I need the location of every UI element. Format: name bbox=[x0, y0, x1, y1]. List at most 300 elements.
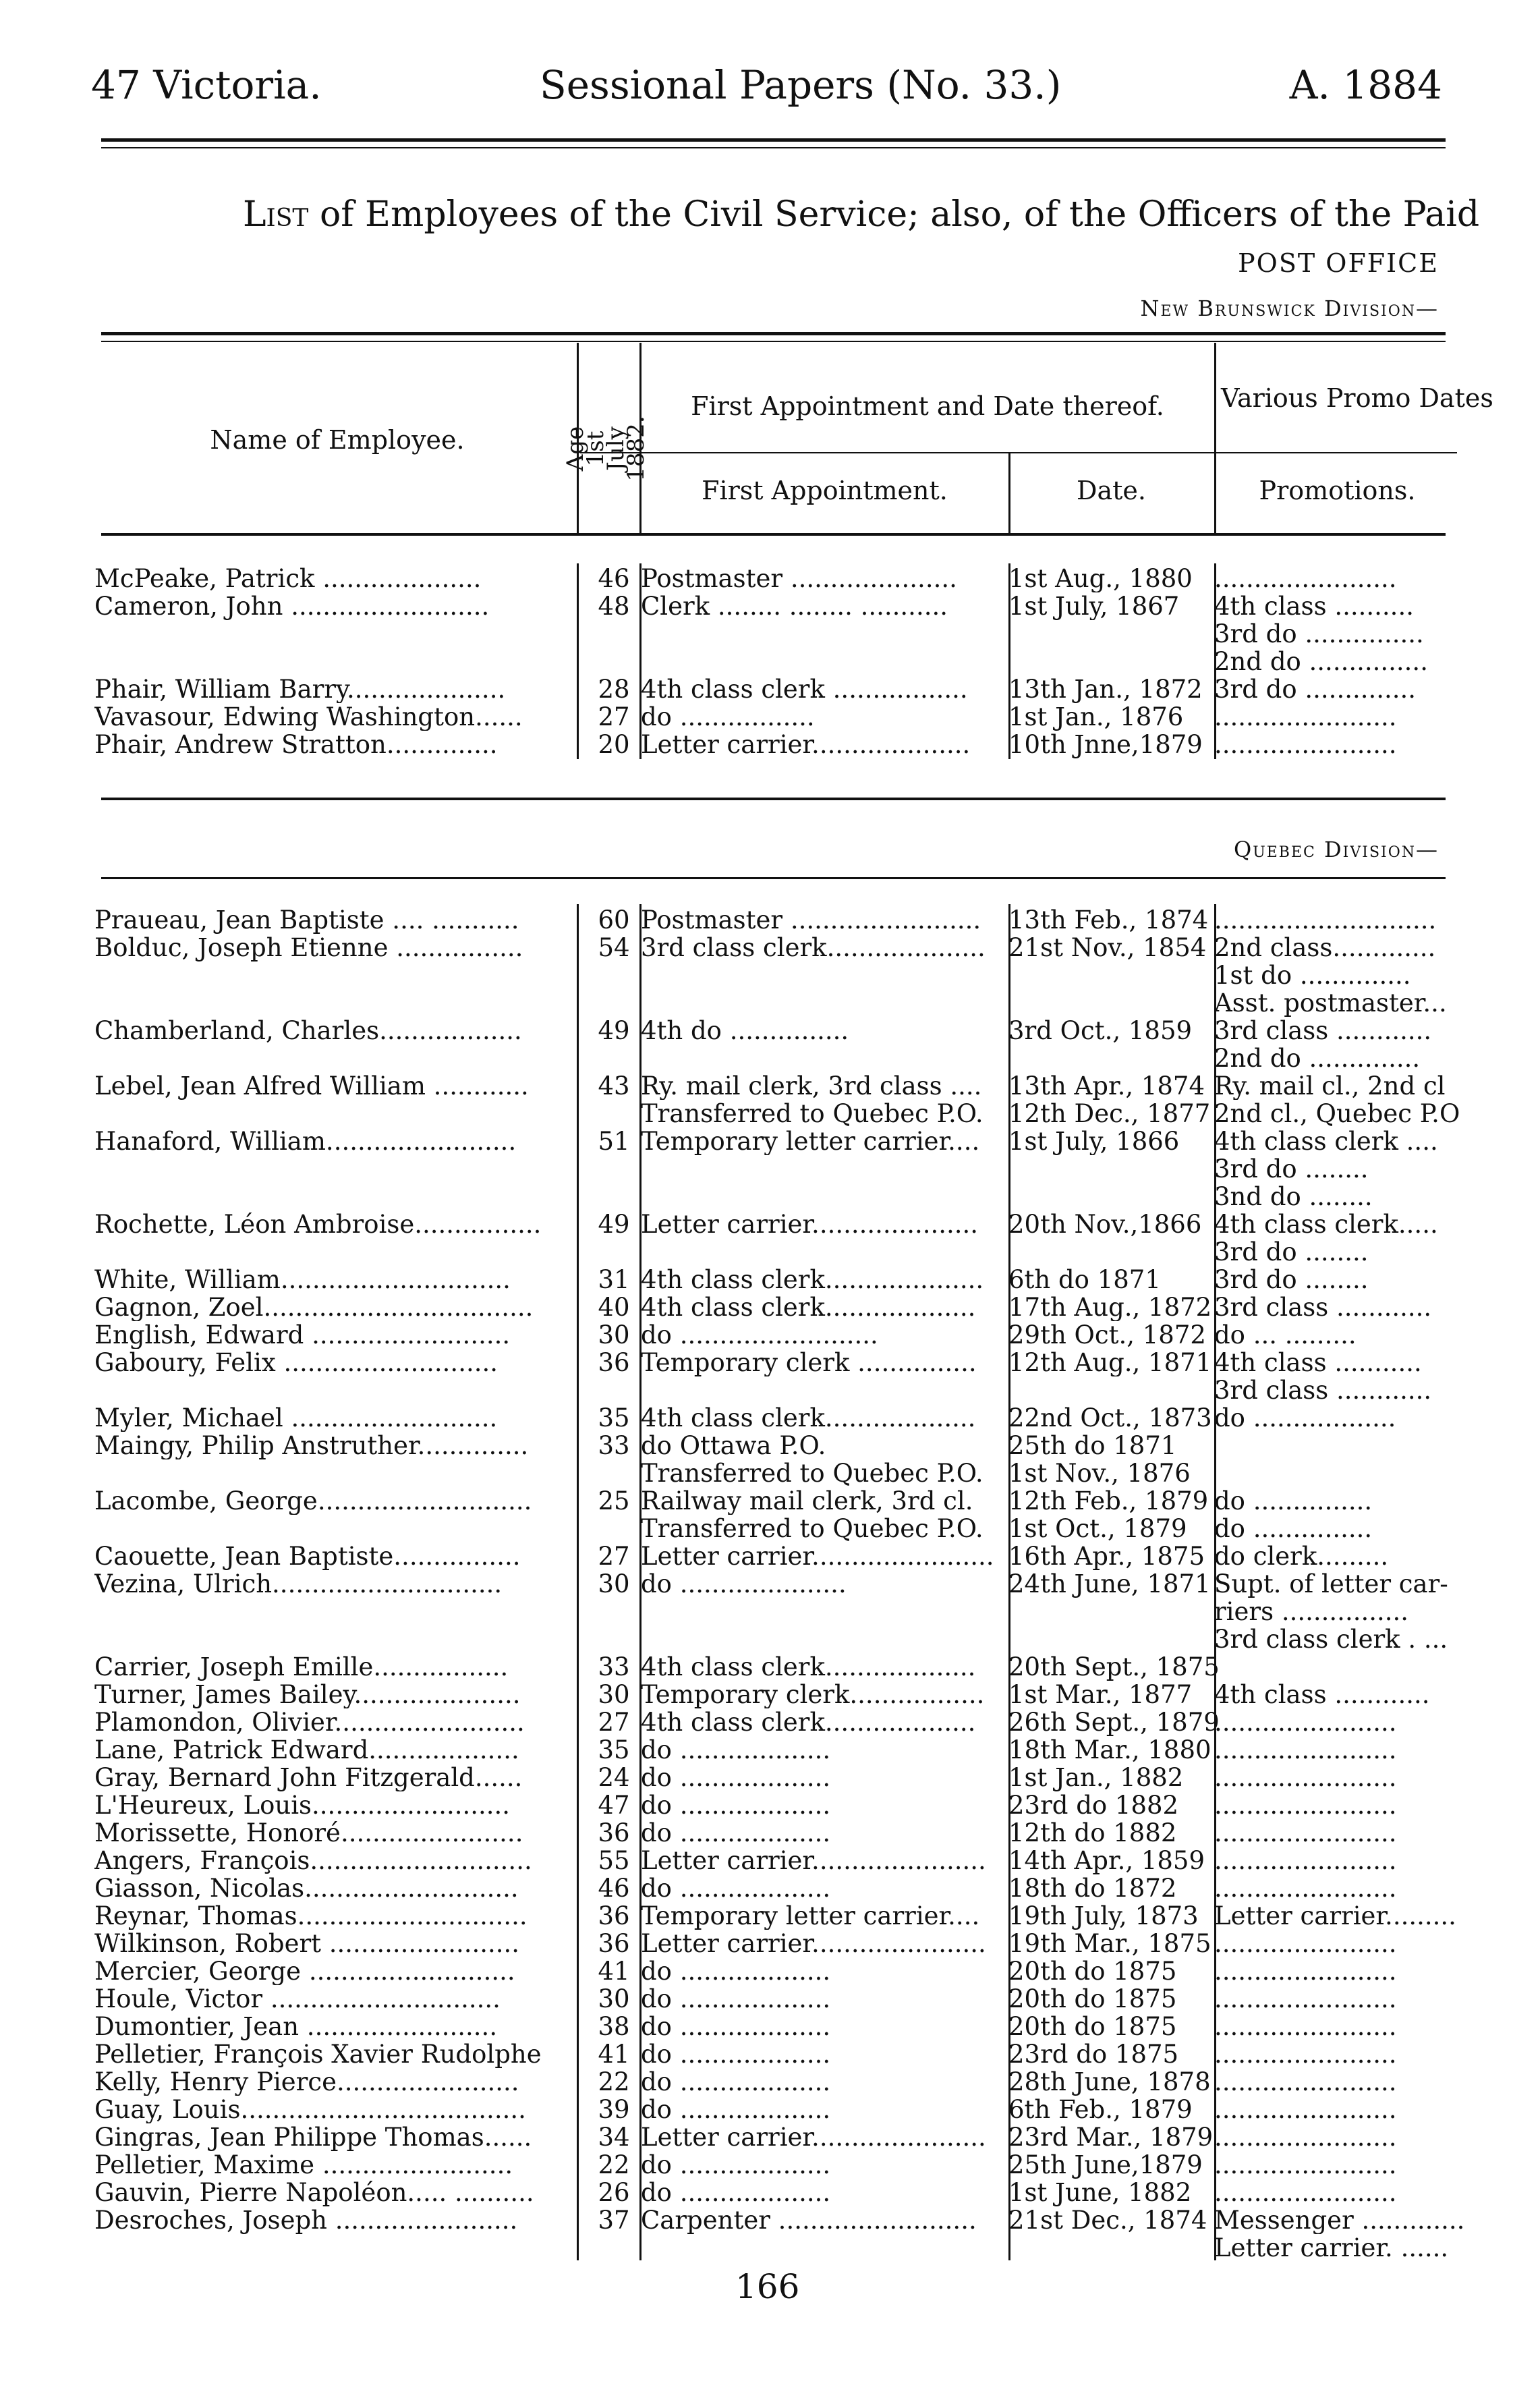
appointment-date: 23rd Mar., 1879 bbox=[1008, 2123, 1214, 2151]
employee-name: Chamberland, Charles.................. bbox=[94, 1017, 522, 1044]
table-row bbox=[94, 2013, 1457, 2040]
table-row bbox=[94, 2179, 1457, 2206]
employee-name: Giasson, Nicolas........................... bbox=[94, 1874, 519, 1902]
table-row bbox=[94, 731, 1457, 758]
promotion: Letter carrier......... bbox=[1214, 1902, 1456, 1930]
employee-age: 46 bbox=[598, 1874, 630, 1903]
employee-name: Caouette, Jean Baptiste................ bbox=[94, 1542, 521, 1570]
first-appointment: Postmaster ..................... bbox=[641, 565, 957, 592]
first-appointment: 4th do ............... bbox=[641, 1017, 849, 1044]
employee-age: 55 bbox=[598, 1846, 630, 1875]
employee-age: 33 bbox=[598, 1431, 630, 1460]
employee-age: 28 bbox=[598, 675, 630, 704]
first-appointment: 4th class clerk................... bbox=[641, 1708, 976, 1736]
table-row bbox=[94, 1349, 1457, 1376]
header-vline-4 bbox=[1214, 343, 1216, 535]
employee-age: 54 bbox=[598, 933, 630, 962]
appointment-date: 17th Aug., 1872 bbox=[1008, 1293, 1212, 1321]
table-row bbox=[94, 1957, 1457, 1985]
post-office-label: POST OFFICE bbox=[1238, 248, 1439, 278]
employee-age: 31 bbox=[598, 1265, 630, 1294]
employee-name: Kelly, Henry Pierce....................... bbox=[94, 2068, 519, 2096]
appointment-date: 21st Nov., 1854 bbox=[1008, 934, 1207, 961]
subheader-rule bbox=[580, 452, 1457, 453]
header-center: Sessional Papers (No. 33.) bbox=[540, 62, 1062, 108]
appointment-date: 16th Apr., 1875 bbox=[1008, 1542, 1205, 1570]
appointment-date: 1st Jan., 1876 bbox=[1008, 703, 1184, 731]
appointment-date: 6th Feb., 1879 bbox=[1008, 2096, 1193, 2123]
first-appointment: Transferred to Quebec P.O. bbox=[641, 1100, 983, 1127]
appointment-date: 20th Nov.,1866 bbox=[1008, 1210, 1202, 1238]
employee-name: Praueau, Jean Baptiste .... ........... bbox=[94, 906, 519, 934]
employee-name: Vezina, Ulrich............................. bbox=[94, 1570, 503, 1598]
first-appointment: do ................... bbox=[641, 2068, 831, 2096]
appointment-date: 1st Mar., 1877 bbox=[1008, 1681, 1193, 1708]
employee-name: Gray, Bernard John Fitzgerald...... bbox=[94, 1764, 523, 1791]
header-left: 47 Victoria. bbox=[91, 62, 322, 108]
promotion: 2nd cl., Quebec P.O bbox=[1214, 1100, 1460, 1127]
table-row bbox=[94, 2068, 1457, 2096]
promotion: 4th class clerk..... bbox=[1214, 1210, 1438, 1238]
promotion: Supt. of letter car- bbox=[1214, 1570, 1448, 1598]
first-appointment: do ................. bbox=[641, 703, 815, 731]
appointment-date: 28th June, 1878 bbox=[1008, 2068, 1211, 2096]
employee-age: 43 bbox=[598, 1071, 630, 1100]
appointment-date: 18th do 1872 bbox=[1008, 1874, 1177, 1902]
first-appointment: do ................... bbox=[641, 1874, 831, 1902]
employee-name: Myler, Michael .......................... bbox=[94, 1404, 498, 1432]
table-row bbox=[94, 1736, 1457, 1764]
table-row bbox=[94, 1017, 1457, 1044]
employee-name: Gaboury, Felix ........................... bbox=[94, 1349, 498, 1376]
promotion: ....................... bbox=[1214, 1985, 1397, 2013]
employee-name: Reynar, Thomas............................. bbox=[94, 1902, 527, 1930]
table-caption bbox=[243, 194, 1479, 235]
table-row bbox=[94, 620, 1457, 648]
appointment-date: 14th Apr., 1859 bbox=[1008, 1847, 1205, 1874]
appointment-date: 12th Dec., 1877 bbox=[1008, 1100, 1211, 1127]
first-appointment: do ................... bbox=[641, 2013, 831, 2040]
qc-section-rule bbox=[101, 877, 1446, 879]
employee-name: Lacombe, George........................... bbox=[94, 1487, 532, 1515]
promotion: 4th class clerk .... bbox=[1214, 1127, 1438, 1155]
promotion: 3rd do ........ bbox=[1214, 1266, 1369, 1293]
employee-age: 30 bbox=[598, 1320, 630, 1349]
first-appointment: do ................... bbox=[641, 2179, 831, 2206]
promotion: 3rd do ........ bbox=[1214, 1155, 1369, 1183]
header-rule bbox=[101, 138, 1446, 142]
first-appointment: do ................... bbox=[641, 1736, 831, 1764]
col-header-promotions: Promotions. bbox=[1259, 476, 1416, 505]
table-row bbox=[94, 1100, 1460, 1127]
first-appointment: Ry. mail clerk, 3rd class .... bbox=[641, 1072, 982, 1100]
employee-name: Phair, Andrew Stratton.............. bbox=[94, 731, 498, 758]
caption-lead: List bbox=[243, 194, 309, 235]
header-right: A. 1884 bbox=[1289, 62, 1442, 108]
promotion: 2nd class............. bbox=[1214, 934, 1436, 961]
employee-name: Dumontier, Jean ........................ bbox=[94, 2013, 498, 2040]
promotion: riers ................ bbox=[1214, 1598, 1409, 1625]
promotion: do ... ......... bbox=[1214, 1321, 1357, 1349]
employee-age: 27 bbox=[598, 702, 630, 731]
employee-age: 22 bbox=[598, 2150, 630, 2179]
first-appointment: Letter carrier...................... bbox=[641, 1930, 986, 1957]
employee-age: 47 bbox=[598, 1791, 630, 1820]
table-row bbox=[94, 2040, 1457, 2068]
promotion: do ............... bbox=[1214, 1487, 1373, 1515]
first-appointment: Letter carrier..................... bbox=[641, 1210, 979, 1238]
appointment-date: 1st June, 1882 bbox=[1008, 2179, 1192, 2206]
promotion: 3rd class ............ bbox=[1214, 1376, 1432, 1404]
promotion: ....................... bbox=[1214, 1874, 1397, 1902]
promotion: ............................ bbox=[1214, 906, 1437, 934]
table-row bbox=[94, 1819, 1457, 1847]
employee-age: 20 bbox=[598, 730, 630, 759]
promotion: do ............... bbox=[1214, 1515, 1373, 1542]
first-appointment: Carpenter ......................... bbox=[641, 2206, 977, 2234]
employee-age: 60 bbox=[598, 905, 630, 935]
table-row bbox=[94, 565, 1457, 592]
promotion: ....................... bbox=[1214, 565, 1397, 592]
employee-age: 22 bbox=[598, 2067, 630, 2096]
promotion: ....................... bbox=[1214, 2013, 1397, 2040]
col-header-various-group: Various Promo Dates bbox=[1221, 383, 1493, 413]
employee-name: Pelletier, Maxime ........................ bbox=[94, 2151, 513, 2179]
appointment-date: 29th Oct., 1872 bbox=[1008, 1321, 1206, 1349]
first-appointment: Transferred to Quebec P.O. bbox=[641, 1459, 983, 1487]
promotion: ....................... bbox=[1214, 731, 1397, 758]
promotion: 3nd do ........ bbox=[1214, 1183, 1373, 1210]
first-appointment: 4th class clerk.................... bbox=[641, 1266, 984, 1293]
appointment-date: 13th Feb., 1874 bbox=[1008, 906, 1209, 934]
table-row bbox=[94, 906, 1457, 934]
employee-age: 35 bbox=[598, 1735, 630, 1764]
first-appointment: Letter carrier...................... bbox=[641, 2123, 986, 2151]
promotion: 3rd do ........ bbox=[1214, 1238, 1369, 1266]
employee-age: 26 bbox=[598, 2178, 630, 2207]
caption-text: of Employees of the Civil Service; also, of the Officers of the Paid bbox=[319, 194, 1480, 235]
first-appointment: 4th class clerk................... bbox=[641, 1653, 976, 1681]
promotion: Letter carrier. ...... bbox=[1214, 2234, 1449, 2262]
col-header-name: Name of Employee. bbox=[210, 425, 465, 455]
col-header-first-appointment: First Appointment. bbox=[702, 476, 948, 505]
table-row bbox=[94, 1570, 1457, 1598]
table-row bbox=[94, 1791, 1457, 1819]
appointment-date: 20th do 1875 bbox=[1008, 1985, 1177, 2013]
promotion: ....................... bbox=[1214, 1930, 1397, 1957]
employee-age: 36 bbox=[598, 1901, 630, 1930]
table-row bbox=[94, 1515, 1457, 1542]
promotion: do .................. bbox=[1214, 1404, 1396, 1432]
table-row bbox=[94, 1985, 1457, 2013]
table-row bbox=[94, 2096, 1457, 2123]
promotion: ....................... bbox=[1214, 703, 1397, 731]
first-appointment: do ................... bbox=[641, 1957, 831, 1985]
employee-name: Desroches, Joseph ....................... bbox=[94, 2206, 518, 2234]
appointment-date: 20th Sept., 1875 bbox=[1008, 1653, 1220, 1681]
header-vline-3 bbox=[1008, 453, 1010, 534]
appointment-date: 20th do 1875 bbox=[1008, 2013, 1177, 2040]
appointment-date: 20th do 1875 bbox=[1008, 1957, 1177, 1985]
employee-age: 36 bbox=[598, 1818, 630, 1847]
appointment-date: 18th Mar., 1880 bbox=[1008, 1736, 1211, 1764]
employee-name: Bolduc, Joseph Etienne ................ bbox=[94, 934, 523, 961]
employee-age: 33 bbox=[598, 1652, 630, 1681]
employee-name: Mercier, George .......................... bbox=[94, 1957, 515, 1985]
employee-name: English, Edward ......................... bbox=[94, 1321, 511, 1349]
appointment-date: 1st Nov., 1876 bbox=[1008, 1459, 1191, 1487]
first-appointment: 3rd class clerk.................... bbox=[641, 934, 986, 961]
appointment-date: 13th Jan., 1872 bbox=[1008, 675, 1203, 703]
table-row bbox=[94, 1653, 1457, 1681]
employee-name: Hanaford, William........................ bbox=[94, 1127, 517, 1155]
table-row bbox=[94, 1432, 1457, 1459]
table-row bbox=[94, 1459, 1457, 1487]
first-appointment: 4th class clerk................... bbox=[641, 1404, 976, 1432]
table-row bbox=[94, 989, 1457, 1017]
promotion: 2nd do ............... bbox=[1214, 648, 1428, 675]
appointment-date: 1st July, 1866 bbox=[1008, 1127, 1180, 1155]
first-appointment: Postmaster ........................ bbox=[641, 906, 981, 934]
promotion: ....................... bbox=[1214, 2096, 1397, 2123]
table-row bbox=[94, 2234, 1457, 2262]
table-row bbox=[94, 1321, 1457, 1349]
promotion: ....................... bbox=[1214, 1708, 1397, 1736]
employee-age: 41 bbox=[598, 2040, 630, 2069]
appointment-date: 26th Sept., 1879 bbox=[1008, 1708, 1220, 1736]
promotion: 3rd class ............ bbox=[1214, 1293, 1432, 1321]
employee-name: Pelletier, François Xavier Rudolphe bbox=[94, 2040, 542, 2068]
employee-age: 49 bbox=[598, 1210, 630, 1239]
table-row bbox=[94, 1764, 1457, 1791]
table-row bbox=[94, 2151, 1457, 2179]
appointment-date: 24th June, 1871 bbox=[1008, 1570, 1211, 1598]
first-appointment: Temporary clerk................. bbox=[641, 1681, 985, 1708]
page-number: 166 bbox=[735, 2267, 800, 2306]
employee-age: 39 bbox=[598, 2095, 630, 2124]
promotion: Asst. postmaster... bbox=[1214, 989, 1447, 1017]
appointment-date: 21st Dec., 1874 bbox=[1008, 2206, 1207, 2234]
table-row bbox=[94, 1238, 1457, 1266]
table-row bbox=[94, 1708, 1457, 1736]
table-row bbox=[94, 703, 1457, 731]
employee-name: Rochette, Léon Ambroise................ bbox=[94, 1210, 542, 1238]
promotion: ....................... bbox=[1214, 1791, 1397, 1819]
table-row bbox=[94, 1847, 1457, 1874]
promotion: ....................... bbox=[1214, 2151, 1397, 2179]
employee-name: Lane, Patrick Edward................... bbox=[94, 1736, 519, 1764]
employee-name: Carrier, Joseph Emille................. bbox=[94, 1653, 509, 1681]
promotion: 3rd do ............... bbox=[1214, 620, 1424, 648]
table-row bbox=[94, 1487, 1457, 1515]
promotion: 4th class .......... bbox=[1214, 592, 1414, 620]
table-top-rule-thin bbox=[101, 341, 1446, 342]
col-header-first-group: First Appointment and Date thereof. bbox=[691, 391, 1164, 421]
appointment-date: 6th do 1871 bbox=[1008, 1266, 1161, 1293]
table-row bbox=[94, 1266, 1457, 1293]
employee-name: Cameron, John ......................... bbox=[94, 592, 490, 620]
table-row bbox=[94, 1210, 1457, 1238]
employee-name: Gagnon, Zoel.................................. bbox=[94, 1293, 534, 1321]
appointment-date: 25th June,1879 bbox=[1008, 2151, 1203, 2179]
table-row bbox=[94, 2123, 1457, 2151]
promotion: Messenger ............. bbox=[1214, 2206, 1465, 2234]
promotion: ....................... bbox=[1214, 2123, 1397, 2151]
employee-age: 49 bbox=[598, 1016, 630, 1045]
appointment-date: 1st Jan., 1882 bbox=[1008, 1764, 1184, 1791]
promotion: 2nd do .............. bbox=[1214, 1044, 1421, 1072]
first-appointment: do ................... bbox=[641, 2040, 831, 2068]
promotion: 4th class ........... bbox=[1214, 1349, 1422, 1376]
appointment-date: 23rd do 1875 bbox=[1008, 2040, 1179, 2068]
employee-name: Morissette, Honoré....................... bbox=[94, 1819, 523, 1847]
promotion: ....................... bbox=[1214, 1764, 1397, 1791]
employee-age: 25 bbox=[598, 1486, 630, 1515]
table-row bbox=[94, 1902, 1457, 1930]
employee-name: L'Heureux, Louis......................... bbox=[94, 1791, 511, 1819]
promotion: 4th class ............ bbox=[1214, 1681, 1430, 1708]
appointment-date: 1st Aug., 1880 bbox=[1008, 565, 1193, 592]
promotion: ....................... bbox=[1214, 1847, 1397, 1874]
table-row bbox=[94, 1155, 1457, 1183]
table-row bbox=[94, 1127, 1457, 1155]
col-header-age: Age 1st July 1882. bbox=[562, 416, 650, 482]
promotion: ....................... bbox=[1214, 1957, 1397, 1985]
table-row bbox=[94, 1930, 1457, 1957]
employee-age: 36 bbox=[598, 1929, 630, 1958]
appointment-date: 23rd do 1882 bbox=[1008, 1791, 1179, 1819]
promotion: 1st do .............. bbox=[1214, 961, 1411, 989]
nb-section-rule bbox=[101, 798, 1446, 800]
promotion: ....................... bbox=[1214, 2040, 1397, 2068]
first-appointment: do ................... bbox=[641, 1819, 831, 1847]
table-row bbox=[94, 1874, 1457, 1902]
employee-name: Houle, Victor ............................. bbox=[94, 1985, 501, 2013]
employee-age: 27 bbox=[598, 1542, 630, 1571]
appointment-date: 1st Oct., 1879 bbox=[1008, 1515, 1187, 1542]
appointment-date: 19th Mar., 1875 bbox=[1008, 1930, 1211, 1957]
first-appointment: Temporary letter carrier.... bbox=[641, 1902, 980, 1930]
employee-name: Phair, William Barry.................... bbox=[94, 675, 506, 703]
employee-age: 34 bbox=[598, 2123, 630, 2152]
table-row bbox=[94, 1625, 1457, 1653]
employee-age: 48 bbox=[598, 592, 630, 621]
employee-age: 41 bbox=[598, 1957, 630, 1986]
table-top-rule bbox=[101, 332, 1446, 335]
table-row bbox=[94, 1293, 1457, 1321]
employee-age: 51 bbox=[598, 1127, 630, 1156]
first-appointment: 4th class clerk................... bbox=[641, 1293, 976, 1321]
promotion: ....................... bbox=[1214, 1736, 1397, 1764]
employee-name: Vavasour, Edwing Washington...... bbox=[94, 703, 523, 731]
employee-age: 30 bbox=[598, 1680, 630, 1709]
promotion: ....................... bbox=[1214, 2068, 1397, 2096]
header-rule-thin bbox=[101, 147, 1446, 148]
first-appointment: Temporary letter carrier.... bbox=[641, 1127, 980, 1155]
employee-age: 40 bbox=[598, 1293, 630, 1322]
division-new-brunswick: New Brunswick Division— bbox=[1140, 296, 1439, 321]
promotion: 3rd do .............. bbox=[1214, 675, 1417, 703]
table-row bbox=[94, 675, 1457, 703]
first-appointment: do ................... bbox=[641, 2151, 831, 2179]
promotion: Ry. mail cl., 2nd cl bbox=[1214, 1072, 1446, 1100]
first-appointment: Railway mail clerk, 3rd cl. bbox=[641, 1487, 973, 1515]
promotion: ....................... bbox=[1214, 1819, 1397, 1847]
employee-age: 30 bbox=[598, 1569, 630, 1598]
employee-age: 27 bbox=[598, 1708, 630, 1737]
employee-name: Turner, James Bailey..................... bbox=[94, 1681, 521, 1708]
table-row bbox=[94, 1598, 1457, 1625]
employee-name: Plamondon, Olivier........................ bbox=[94, 1708, 525, 1736]
col-header-date: Date. bbox=[1077, 476, 1146, 505]
first-appointment: do ......................... bbox=[641, 1321, 878, 1349]
appointment-date: 10th Jnne,1879 bbox=[1008, 731, 1203, 758]
table-row bbox=[94, 1183, 1457, 1210]
promotion: do clerk......... bbox=[1214, 1542, 1389, 1570]
first-appointment: do ..................... bbox=[641, 1570, 847, 1598]
employee-age: 30 bbox=[598, 1984, 630, 2013]
appointment-date: 3rd Oct., 1859 bbox=[1008, 1017, 1193, 1044]
employee-name: Maingy, Philip Anstruther.............. bbox=[94, 1432, 529, 1459]
table-row bbox=[94, 1072, 1457, 1100]
employee-name: White, William............................. bbox=[94, 1266, 511, 1293]
appointment-date: 1st July, 1867 bbox=[1008, 592, 1180, 620]
employee-name: Angers, François............................ bbox=[94, 1847, 532, 1874]
first-appointment: do ................... bbox=[641, 1764, 831, 1791]
table-row bbox=[94, 934, 1457, 961]
employee-name: Gauvin, Pierre Napoléon..... .......... bbox=[94, 2179, 534, 2206]
employee-name: McPeake, Patrick .................... bbox=[94, 565, 482, 592]
first-appointment: do Ottawa P.O. bbox=[641, 1432, 826, 1459]
promotion: ....................... bbox=[1214, 2179, 1397, 2206]
table-row bbox=[94, 1404, 1457, 1432]
employee-age: 24 bbox=[598, 1763, 630, 1792]
employee-age: 37 bbox=[598, 2206, 630, 2235]
appointment-date: 19th July, 1873 bbox=[1008, 1902, 1199, 1930]
first-appointment: 4th class clerk ................. bbox=[641, 675, 968, 703]
first-appointment: do ................... bbox=[641, 1791, 831, 1819]
table-row bbox=[94, 1044, 1457, 1072]
employee-name: Gingras, Jean Philippe Thomas...... bbox=[94, 2123, 532, 2151]
appointment-date: 22nd Oct., 1873 bbox=[1008, 1404, 1212, 1432]
appointment-date: 25th do 1871 bbox=[1008, 1432, 1177, 1459]
table-row bbox=[94, 1376, 1457, 1404]
promotion: 3rd class ............ bbox=[1214, 1017, 1432, 1044]
first-appointment: Letter carrier....................... bbox=[641, 1542, 994, 1570]
table-row bbox=[94, 961, 1457, 989]
employee-age: 35 bbox=[598, 1403, 630, 1432]
table-row bbox=[94, 592, 1457, 620]
first-appointment: Clerk ........ ........ ........... bbox=[641, 592, 948, 620]
appointment-date: 12th Feb., 1879 bbox=[1008, 1487, 1209, 1515]
employee-name: Guay, Louis.................................... bbox=[94, 2096, 526, 2123]
employee-age: 36 bbox=[598, 1348, 630, 1377]
table-row bbox=[94, 1681, 1457, 1708]
employee-age: 46 bbox=[598, 564, 630, 593]
appointment-date: 12th Aug., 1871 bbox=[1008, 1349, 1212, 1376]
first-appointment: Transferred to Quebec P.O. bbox=[641, 1515, 983, 1542]
first-appointment: Letter carrier...................... bbox=[641, 1847, 986, 1874]
table-row bbox=[94, 648, 1457, 675]
first-appointment: do ................... bbox=[641, 2096, 831, 2123]
header-bottom-rule bbox=[101, 533, 1446, 536]
employee-age: 38 bbox=[598, 2012, 630, 2041]
appointment-date: 13th Apr., 1874 bbox=[1008, 1072, 1205, 1100]
first-appointment: do ................... bbox=[641, 1985, 831, 2013]
employee-name: Lebel, Jean Alfred William ............ bbox=[94, 1072, 529, 1100]
employee-name: Wilkinson, Robert ........................ bbox=[94, 1930, 520, 1957]
promotion: 3rd class clerk . ... bbox=[1214, 1625, 1448, 1653]
